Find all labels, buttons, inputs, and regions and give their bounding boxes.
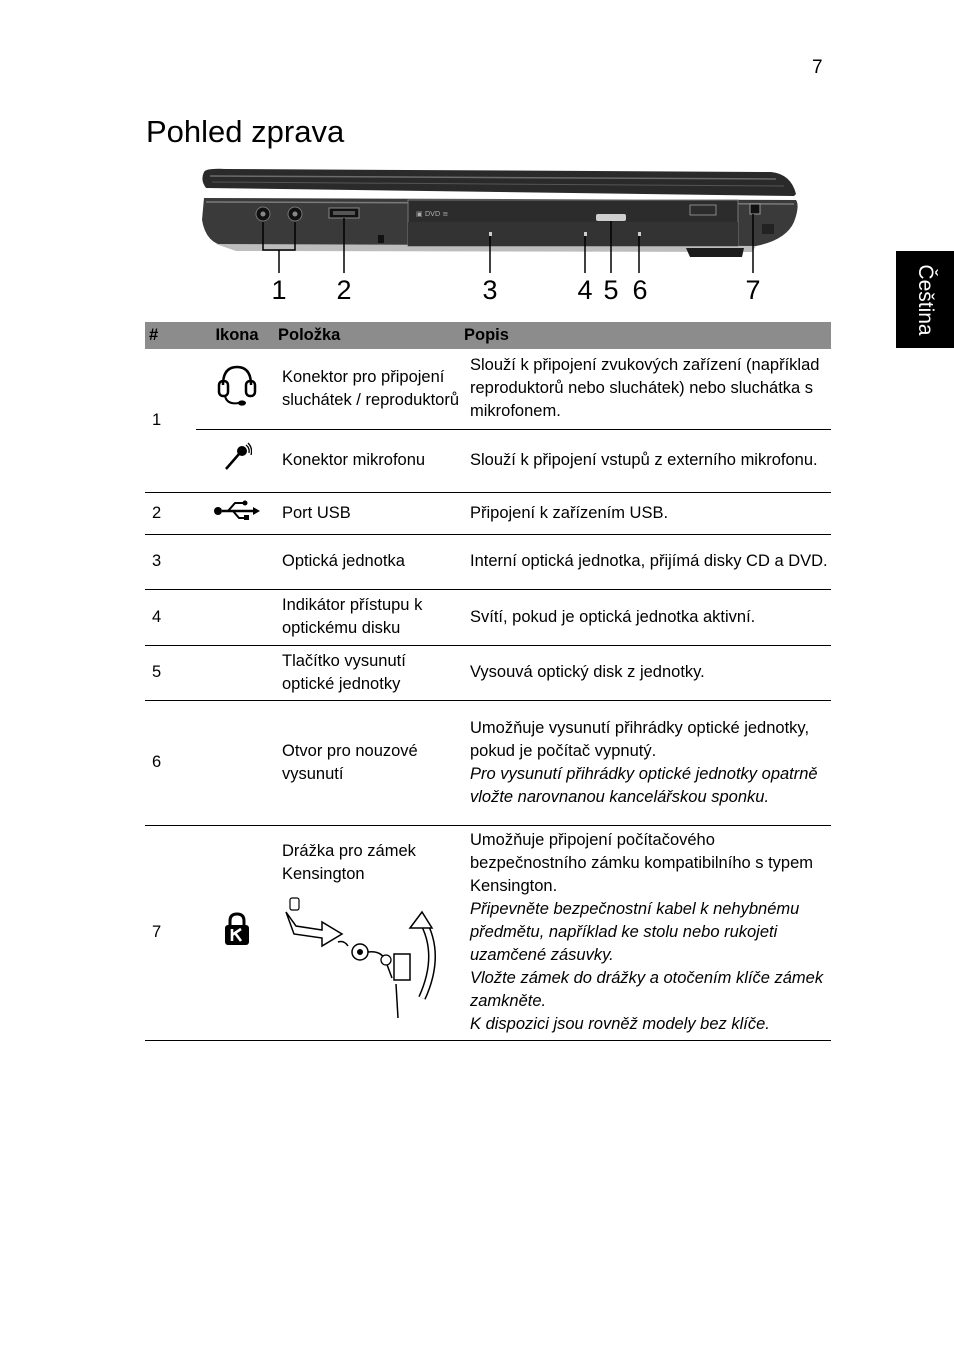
row-number: 2	[145, 492, 196, 534]
laptop-right-side-illustration	[196, 160, 806, 310]
header-desc: Popis	[464, 322, 831, 349]
row-desc: Svítí, pokud je optická jednotka aktivní.	[464, 589, 831, 645]
ports-table	[145, 322, 831, 1041]
row-desc-note-1: Připevněte bezpečnostní kabel k nehybnému předmětu, například ke stolu nebo rukojeti uzamčené zásuvky.	[470, 900, 800, 964]
row-item: Konektor mikrofonu	[278, 429, 464, 492]
table-row	[145, 589, 831, 645]
language-tab	[896, 251, 954, 348]
page-title: Pohled zprava	[146, 114, 345, 149]
row-desc: Vysouvá optický disk z jednotky.	[464, 645, 831, 700]
row-desc-note: Pro vysunutí přihrádky optické jednotky opatrně vložte narovnanou kancelářskou sponku.	[470, 764, 818, 806]
row-item: Otvor pro nouzové vysunutí	[278, 700, 464, 825]
row-desc-note-3: K dispozici jsou rovněž modely bez klíče.	[470, 1015, 770, 1033]
microphone-icon	[196, 429, 278, 492]
headset-icon	[196, 349, 278, 429]
callout-1: 1	[271, 275, 287, 305]
header-num: #	[145, 322, 196, 349]
table-row	[145, 825, 831, 1040]
table-row	[145, 429, 831, 492]
row-desc: Připojení k zařízením USB.	[464, 492, 831, 534]
row-item: Optická jednotka	[278, 534, 464, 589]
row-desc	[464, 825, 831, 1040]
row-number: 7	[145, 825, 196, 1040]
callout-6: 6	[632, 275, 648, 305]
callout-7: 7	[745, 275, 761, 305]
row-desc-text: Umožňuje vysunutí přihrádky optické jednotky, pokud je počítač vypnutý.	[470, 718, 810, 760]
row-number: 3	[145, 534, 196, 589]
row-item: Port USB	[278, 492, 464, 534]
table-header	[145, 322, 831, 349]
row-item: Tlačítko vysunutí optické jednotky	[278, 645, 464, 700]
row-number: 5	[145, 645, 196, 700]
row-item: Indikátor přístupu k optickému disku	[278, 589, 464, 645]
table-row	[145, 700, 831, 825]
callout-3: 3	[482, 275, 498, 305]
table-row	[145, 534, 831, 589]
row-number: 6	[145, 700, 196, 825]
svg-text:▣ DVD ≡: ▣ DVD ≡	[416, 210, 449, 218]
row-desc: Slouží k připojení zvukových zařízení (například reproduktorů nebo sluchátek) nebo sluchátka s mikrofonem.	[464, 349, 831, 429]
row-item: Konektor pro připojení sluchátek / reproduktorů	[278, 349, 464, 429]
kensington-lock-icon	[196, 825, 278, 1040]
table-row	[145, 645, 831, 700]
row-number: 1	[145, 349, 196, 492]
row-number: 4	[145, 589, 196, 645]
table-row	[145, 349, 831, 429]
header-item: Položka	[278, 322, 464, 349]
row-desc: Slouží k připojení vstupů z externího mikrofonu.	[464, 429, 831, 492]
language-tab-label: Čeština	[914, 263, 937, 336]
callout-2: 2	[336, 275, 352, 305]
row-desc: Interní optická jednotka, přijímá disky CD a DVD.	[464, 534, 831, 589]
callout-5: 5	[603, 275, 619, 305]
table-row	[145, 492, 831, 534]
page-number: 7	[812, 57, 823, 78]
usb-icon	[196, 492, 278, 534]
header-icon: Ikona	[196, 322, 278, 349]
row-desc	[464, 700, 831, 825]
callout-4: 4	[577, 275, 593, 305]
row-desc-text: Umožňuje připojení počítačového bezpečnostního zámku kompatibilního s typem Kensington.	[470, 831, 814, 895]
row-item: Drážka pro zámek Kensington	[282, 841, 416, 883]
row-desc-note-2: Vložte zámek do drážky a otočením klíče zámek zamkněte.	[470, 969, 824, 1010]
kensington-lock-illustration	[282, 894, 442, 1024]
